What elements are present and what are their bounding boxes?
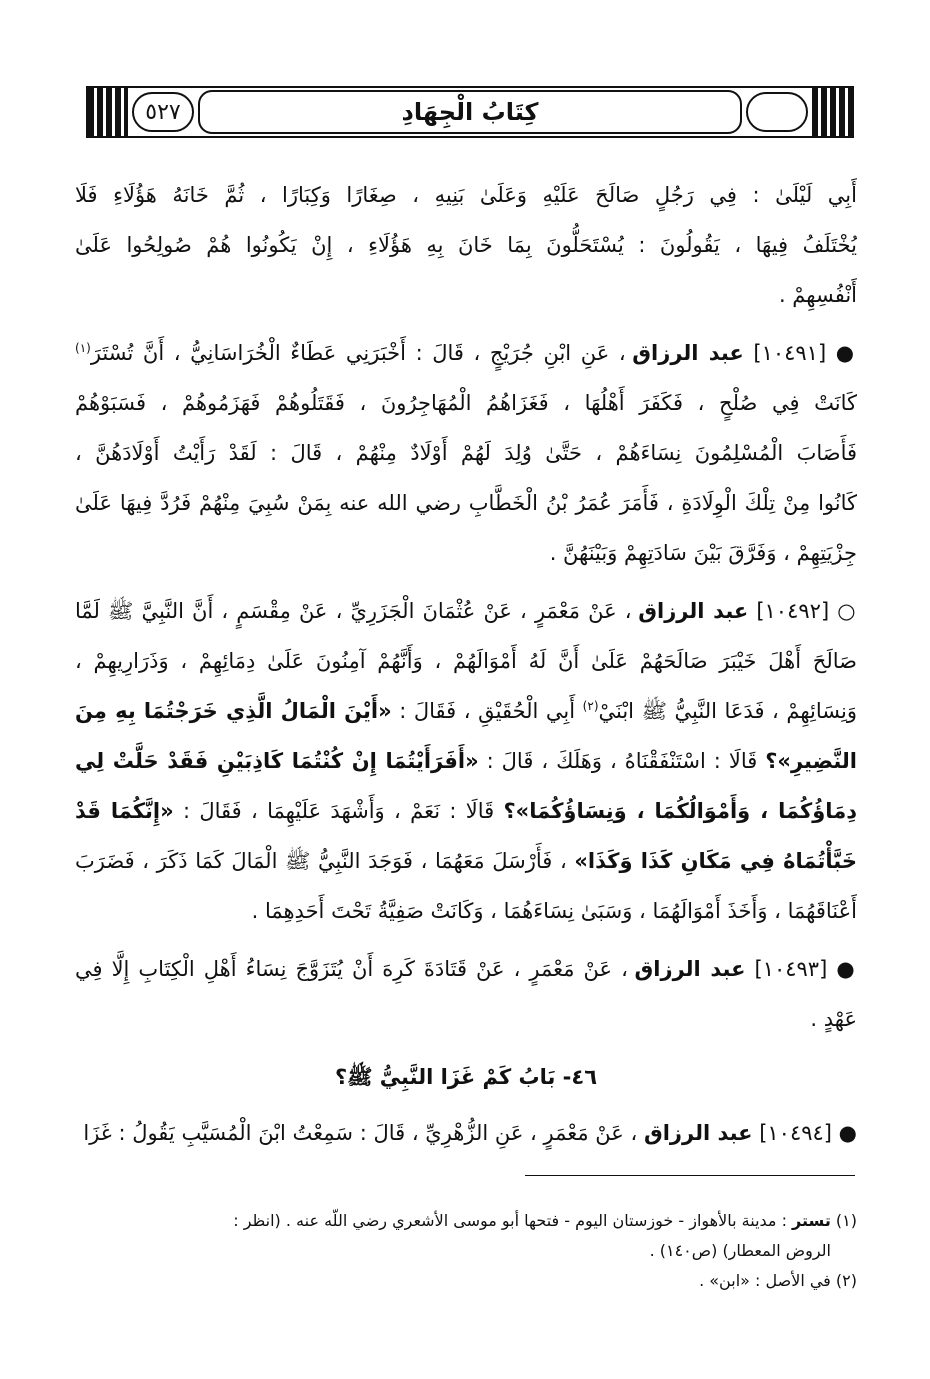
footnote-keyword: تستر (792, 1211, 831, 1230)
text-line (75, 378, 857, 428)
text-segment: قَالَا : نَعَمْ ، وَأَشْهَدَ عَلَيْهِمَا ، فَقَالَ : (173, 799, 504, 823)
footnote-ref: (٢) (582, 699, 599, 713)
text-segment: أَعْنَاقَهُمَا ، وَأَخَذَ أَمْوَالَهُمَا ، وَسَبَىٰ نِسَاءَهُمَا ، وَكَانَتْ صَفِيَّةُ تَحْتَ أَحَدِهِمَا . (251, 899, 857, 923)
text-segment: جِزْيَتِهِمْ ، وَفَرَّقَ بَيْنَ سَادَتِهِمْ وَبَيْنَهُنَّ . (549, 541, 857, 565)
text-line (75, 528, 857, 578)
text-line (75, 836, 857, 886)
text-segment: ● [١٠٤٩١] (743, 341, 857, 365)
text-line (75, 686, 857, 736)
bold-text: النَّضِيرِ»؟ (765, 749, 857, 773)
running-header (86, 86, 854, 138)
text-segment: ، عَنِ ابْنِ جُرَيْجٍ ، قَالَ : أَخْبَرَنِي عَطَاءٌ الْخُرَاسَانِيُّ ، أَنَّ تُسْتَرَ (90, 341, 633, 365)
text-segment: أَنْفُسِهِمْ . (778, 283, 857, 307)
text-line (75, 328, 857, 378)
text-line (75, 220, 857, 270)
text-line (75, 170, 857, 220)
text-segment: كَانَتْ فِي صُلْحٍ ، فَكَفَرَ أَهْلُهَا ، فَغَزَاهُمُ الْمُهَاجِرُونَ ، فَقَتَلُوهُمْ فَهَزَمُوهُمْ ، فَسَبَوْهُمْ (75, 391, 857, 415)
text-segment: ○ [١٠٤٩٢] (748, 599, 857, 623)
text-segment: يُخْتَلَفُ فِيهَا ، يَقُولُونَ : يُسْتَحَلُّونَ بِمَا خَانَ بِهِ هَؤُلَاءِ ، إِنْ يَكُونُوا هُمْ صُولِحُوا عَلَىٰ (75, 233, 857, 257)
footnote-continuation: الروض المعطار) (ص١٤٠) . (649, 1241, 831, 1260)
text-line (75, 886, 857, 936)
hadith-paragraph (75, 328, 857, 578)
footnote-text: في الأصل : «ابن» . (699, 1271, 831, 1290)
text-segment: أَبِي لَيْلَىٰ : فِي رَجُلٍ صَالَحَ عَلَيْهِ وَعَلَىٰ بَنِيهِ ، صِغَارًا وَكِبَارًا ، ثُمَّ خَانَهُ هَؤُلَاءِ فَلَا (75, 183, 857, 207)
text-segment: ● [١٠٤٩٣] (745, 957, 857, 981)
text-line (75, 786, 857, 836)
text-segment: عَهْدٍ . (810, 1007, 857, 1031)
text-line (75, 736, 857, 786)
text-segment: ، فَأَرْسَلَ مَعَهُمَا ، فَوَجَدَ النَّبِيُّ ﷺ الْمَالَ كَمَا ذَكَرَ ، فَضَرَبَ (75, 849, 575, 873)
text-segment: صَالَحَ أَهْلَ خَيْبَرَ صَالَحَهُمْ عَلَىٰ أَنَّ لَهُ أَمْوَالَهُمْ ، وَأَنَّهُمْ آمِنُونَ عَلَىٰ دِمَائِهِمْ ، وَذَرَارِيهِمْ ، (75, 649, 857, 673)
ornament-right (812, 88, 852, 136)
hadith-paragraph (75, 944, 857, 1044)
text-line (75, 428, 857, 478)
footnote-marker: (٢) (830, 1271, 857, 1290)
emblem-logo (746, 92, 808, 132)
hadith-paragraph (75, 586, 857, 936)
bold-text: «أَفَرَأَيْتُمَا إِنْ كُنْتُمَا كَاذِبَيْنِ فَقَدْ حَلَّتْ لِي (75, 749, 479, 773)
ornament-left (88, 88, 128, 136)
footnote (75, 1206, 857, 1236)
footnote (75, 1266, 857, 1296)
book-title: كِتَابُ الْجِهَادِ (198, 90, 742, 134)
text-segment: ، عَنْ مَعْمَرٍ ، عَنِ الزُّهْرِيِّ ، قَالَ : سَمِعْتُ ابْنَ الْمُسَيَّبِ يَقُولُ : غَزَا (83, 1121, 644, 1145)
footnote-marker: (١) (830, 1211, 857, 1230)
bold-text: عبد الرزاق (643, 1121, 753, 1145)
text-segment: ، عَنْ مَعْمَرٍ ، عَنْ قَتَادَةَ كَرِهَ أَنْ يُتَزَوَّجَ نِسَاءُ أَهْلِ الْكِتَابِ إِلَّا فِي (75, 957, 635, 981)
bold-text: عبد الرزاق (634, 957, 746, 981)
text-line (75, 270, 857, 320)
bold-text: خَبَّأْتُمَاهُ فِي مَكَانِ كَذَا وَكَذَا» (574, 849, 857, 873)
bold-text: عبد الرزاق (638, 599, 749, 623)
footnote-ref: (١) (75, 341, 91, 355)
text-segment: فَأَصَابَ الْمُسْلِمُونَ نِسَاءَهُمْ ، حَتَّىٰ وُلِدَ لَهُمْ أَوْلَادٌ مِنْهُمْ ، قَالَ : لَقَدْ رَأَيْتُ أَوْلَادَهُنَّ ، (75, 441, 857, 465)
text-line (75, 1108, 857, 1158)
footnote-divider (525, 1175, 855, 1176)
hadith-paragraph (75, 1108, 857, 1158)
bold-text: عبد الرزاق (632, 341, 744, 365)
footnote-text: : مدينة بالأهواز - خوزستان اليوم - فتحها أبو موسى الأشعري رضي اللّه عنه . (انظر : (233, 1211, 793, 1230)
text-segment: قَالَا : اسْتَنْفَقْنَاهُ ، وَهَلَكَ ، قَالَ : (478, 749, 766, 773)
text-segment: وَنِسَائِهِمْ ، فَدَعَا النَّبِيُّ ﷺ ابْنَيْ (598, 699, 857, 723)
chapter-heading: ٤٦- بَابُ كَمْ غَزَا النَّبِيُّ ﷺ؟ (334, 1065, 598, 1089)
text-line (75, 994, 857, 1044)
bold-text: «أَيْنَ الْمَالُ الَّذِي خَرَجْتُمَا بِهِ مِنَ (75, 699, 392, 723)
bold-text: «إِنَّكُمَا قَدْ (75, 799, 174, 823)
text-line (75, 636, 857, 686)
text-segment: ، عَنْ مَعْمَرٍ ، عَنْ عُثْمَانَ الْجَزَرِيِّ ، عَنْ مِقْسَمٍ ، أَنَّ النَّبِيَّ ﷺ لَمَّا (75, 599, 639, 623)
footnotes (75, 1206, 857, 1296)
text-segment: ● [١٠٤٩٤] (752, 1121, 857, 1145)
hadith-paragraph (75, 170, 857, 320)
text-line (75, 586, 857, 636)
text-line (75, 944, 857, 994)
text-segment: أَبِي الْحُقَيْقِ ، فَقَالَ : (391, 699, 583, 723)
text-segment: كَانُوا مِنْ تِلْكَ الْوِلَادَةِ ، فَأَمَرَ عُمَرُ بْنُ الْخَطَّابِ رضي الله عنه بِمَنْ سُبِيَ مِنْهُمْ فَرُدَّ فِيهَا عَلَىٰ (75, 491, 857, 515)
text-line (75, 478, 857, 528)
bold-text: دِمَاؤُكُمَا ، وَأَمْوَالُكُمَا ، وَنِسَاؤُكُمَا»؟ (503, 799, 857, 823)
page-number: ٥٢٧ (132, 92, 194, 132)
main-text (75, 170, 857, 1166)
